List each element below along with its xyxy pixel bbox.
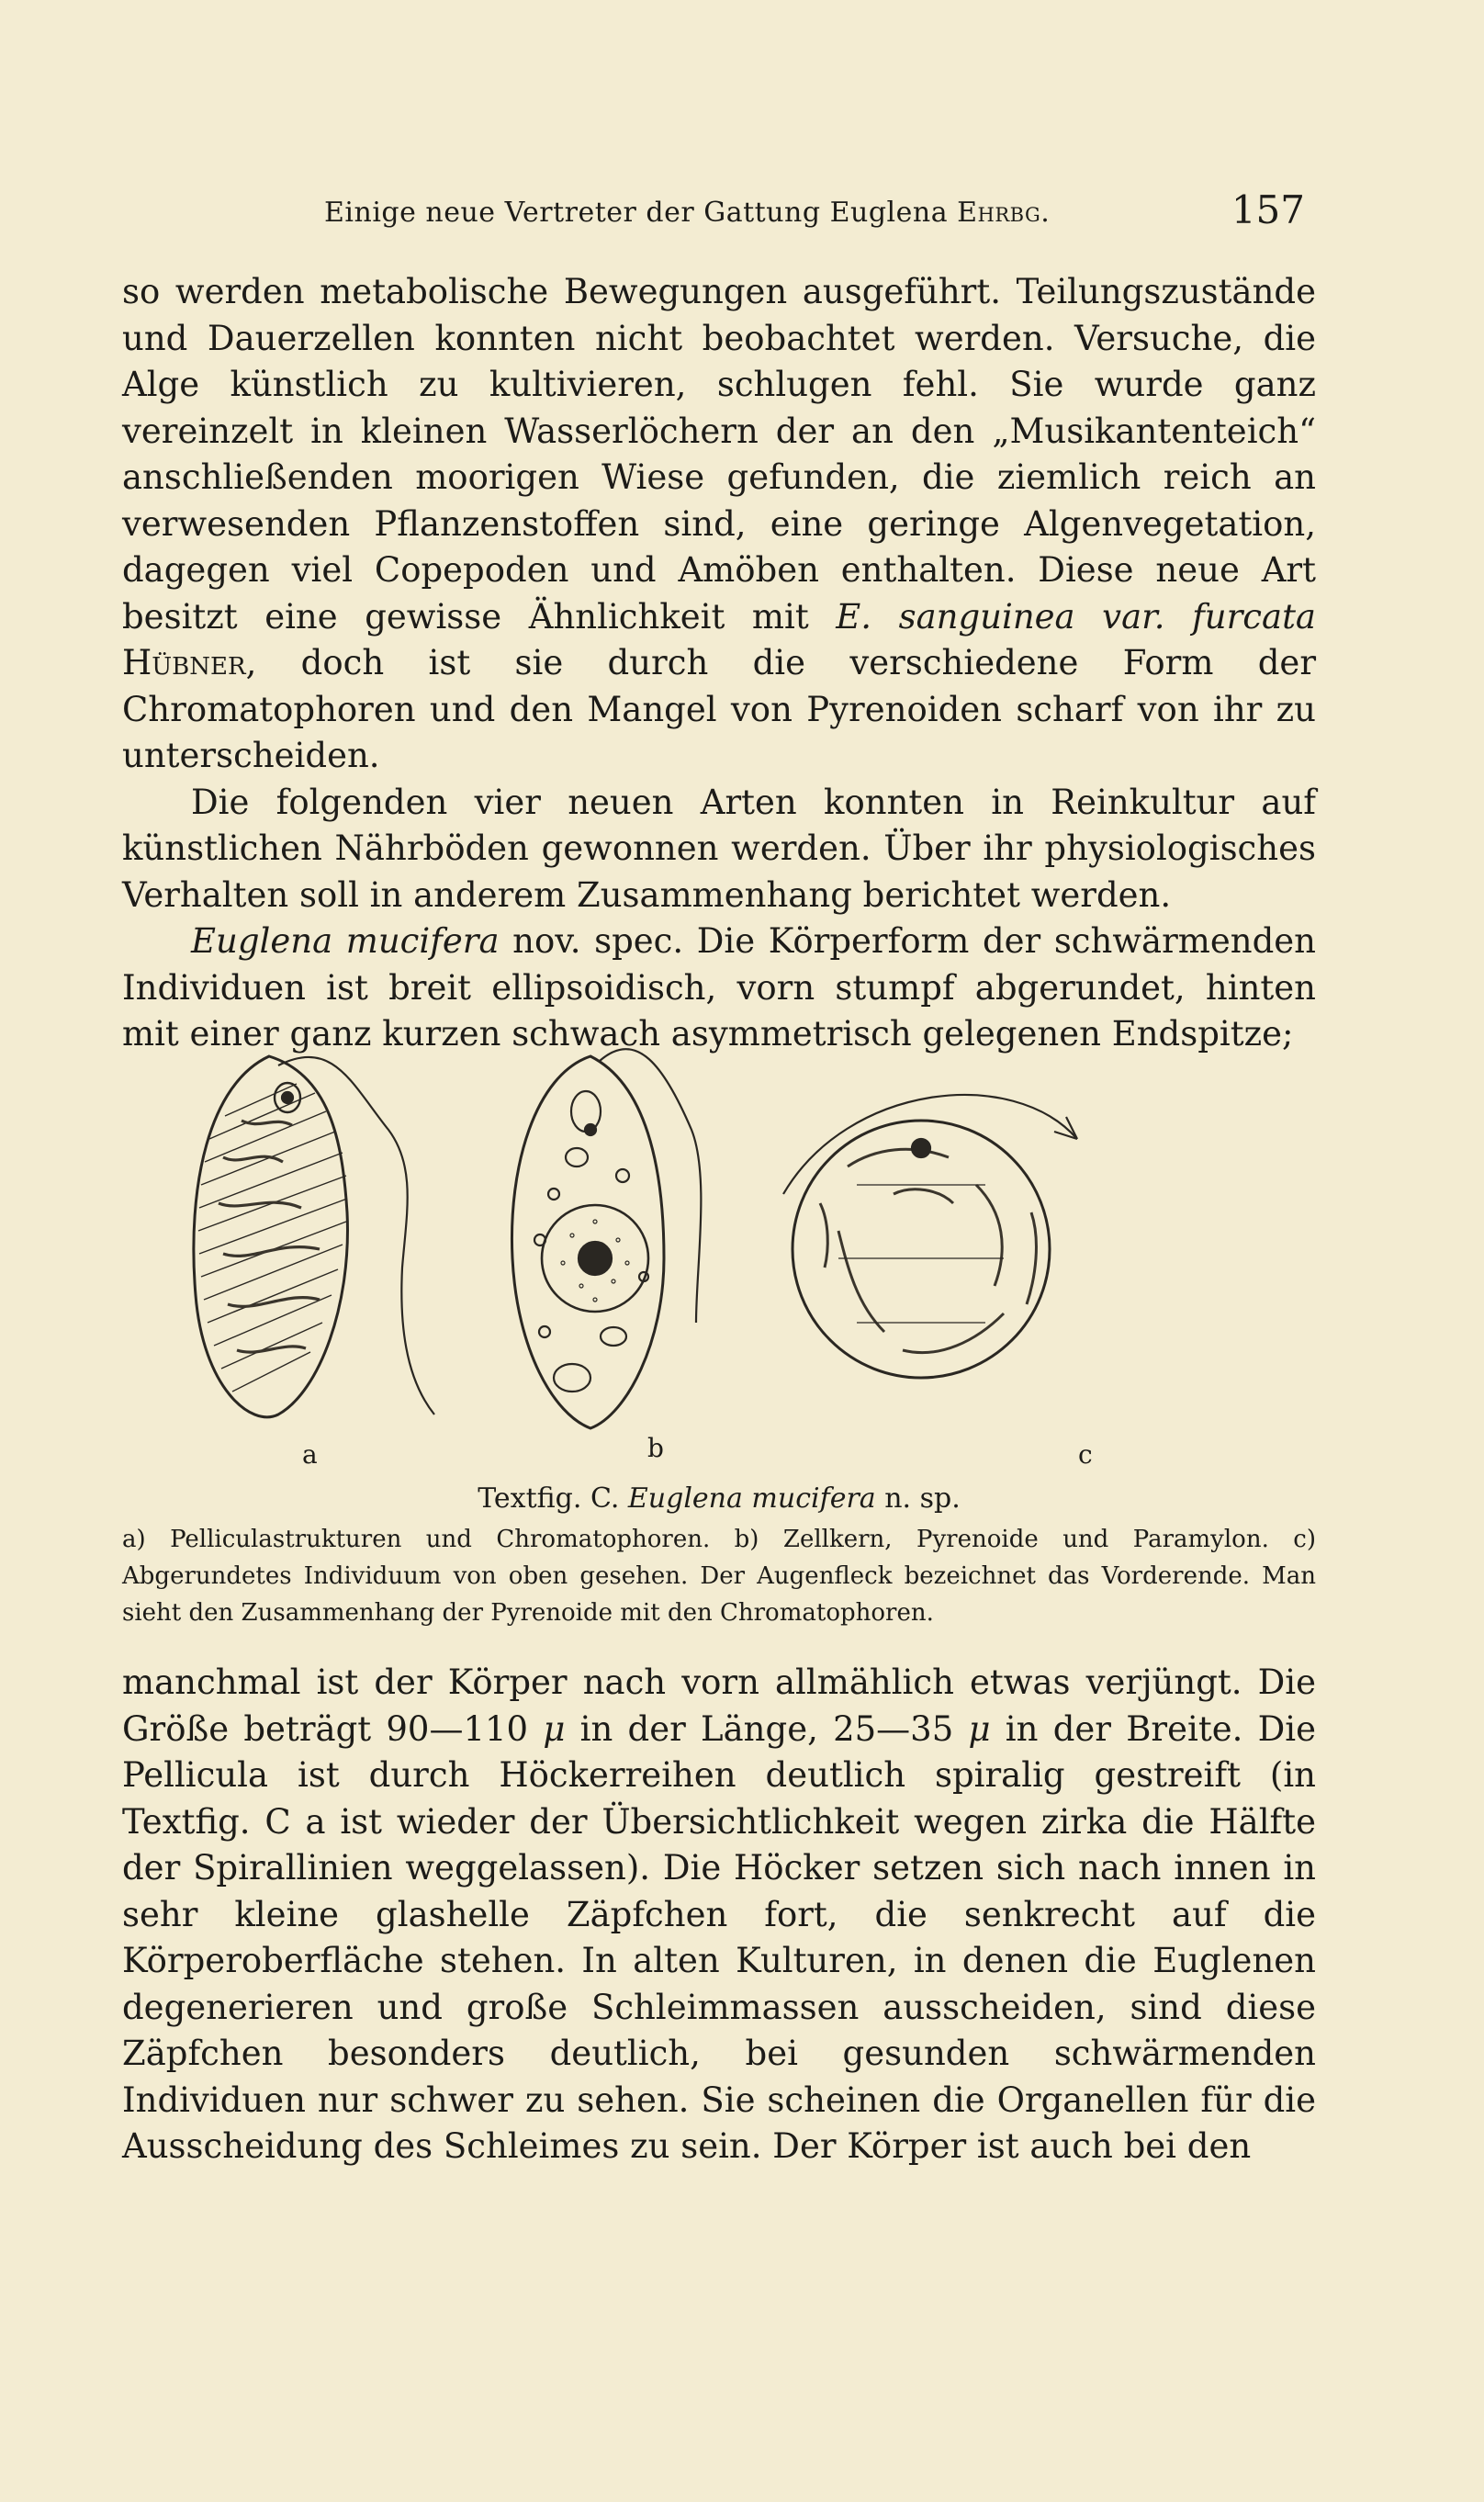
caption-species: Euglena mucifera (627, 1482, 876, 1515)
page-header (122, 187, 1316, 239)
species-name: Euglena mucifera (191, 921, 500, 961)
figure-euglena-mucifera (122, 1029, 1316, 1470)
paragraph-4-text-b: in der Länge, 25—35 (565, 1708, 969, 1749)
paragraph-4-text-a: manchmal ist der Körper nach vorn allmählich etwas verjüngt. Die Größe beträgt 90—110 (122, 1662, 1316, 1749)
paragraph-1 (122, 269, 1316, 780)
running-head-title: Einige neue Vertreter der Gattung Euglena (324, 197, 958, 229)
caption-body: a) Pelliculastrukturen und Chromatophoren. b) Zellkern, Pyrenoide und Paramylon. c) Abgerundetes Individuum von oben gesehen. Der Augenfleck bezeichnet das Vorderende. Man sieht den Zusammenhang der Pyrenoide mit den Chromatophoren. (122, 1526, 1316, 1627)
paragraph-1-text-a: so werden metabolische Bewegungen ausgeführt. Teilungszustände und Dauerzellen konnten nicht beobachtet werden. Versuche, die Alge künstlich zu kultivieren, schlugen fehl. Sie wurde ganz vereinzelt in kleinen Wasserlöchern der an den „Musikantenteich“ anschließenden moorigen Wiese gefunden, die ziemlich reich an verwesenden Pflanzenstoffen sind, eine geringe Algenvegetation, dagegen viel Copepoden und Amöben enthalten. Diese neue Art besitzt eine gewisse Ähnlichkeit mit (122, 272, 1316, 637)
caption-prefix: Textfig. C. (478, 1482, 628, 1515)
author-name: Hübner (122, 643, 246, 682)
caption-suffix: n. sp. (875, 1482, 961, 1515)
figure-caption (122, 1479, 1316, 1631)
paragraph-2: Die folgenden vier neuen Arten konnten in Reinkultur auf künstlichen Nährböden gewonnen werden. Über ihr physiologisches Verhalten soll in anderem Zusammenhang berichtet werden. (122, 782, 1316, 915)
caption-title (122, 1479, 1316, 1519)
drawing-b (512, 1049, 701, 1428)
figure-label-b: b (647, 1433, 664, 1463)
running-head-author: Ehrbg. (957, 197, 1051, 229)
figure-label-a: a (302, 1439, 318, 1470)
figure-drawings (122, 1029, 1316, 1470)
unit-micron: μ (968, 1708, 991, 1749)
paragraph-4 (122, 1660, 1316, 2170)
text-block-lower (122, 1660, 1316, 2170)
unit-micron: μ (543, 1708, 566, 1749)
paragraph-1-text-b: , doch ist sie durch die verschiedene Form der Chromatophoren und den Mangel von Pyrenoiden scharf von ihr zu unterscheiden. (122, 643, 1316, 775)
species-name: E. sanguinea var. furcata (836, 596, 1316, 637)
running-head (324, 197, 1050, 229)
page-number: 157 (1231, 187, 1305, 232)
paragraph-3-text: nov. spec. Die Körperform der schwärmenden Individuen ist breit ellipsoidisch, vorn stumpf abgerundet, hinten mit einer ganz kurzen schwach asymmetrisch gelegenen Endspitze; (122, 921, 1316, 1054)
figure-label-c: c (1078, 1439, 1093, 1470)
drawing-a (194, 1056, 434, 1417)
drawing-c (783, 1095, 1077, 1378)
paragraph-4-text-c: in der Breite. Die Pellicula ist durch Höckerreihen deutlich spiralig gestreift (in Textfig. C a ist wieder der Übersichtlichkeit wegen zirka die Hälfte der Spirallinien weggelassen). Die Höcker setzen sich nach innen in sehr kleine glashelle Zäpfchen fort, die senkrecht auf die Körperoberfläche stehen. In alten Kulturen, in denen die Euglenen degenerieren und große Schleimmassen ausscheiden, sind diese Zäpfchen besonders deutlich, bei gesunden schwärmenden Individuen nur schwer zu sehen. Sie scheinen die Organellen für die Ausscheidung des Schleimes zu sein. Der Körper ist auch bei den (122, 1708, 1316, 2166)
text-block-upper (122, 269, 1316, 1058)
